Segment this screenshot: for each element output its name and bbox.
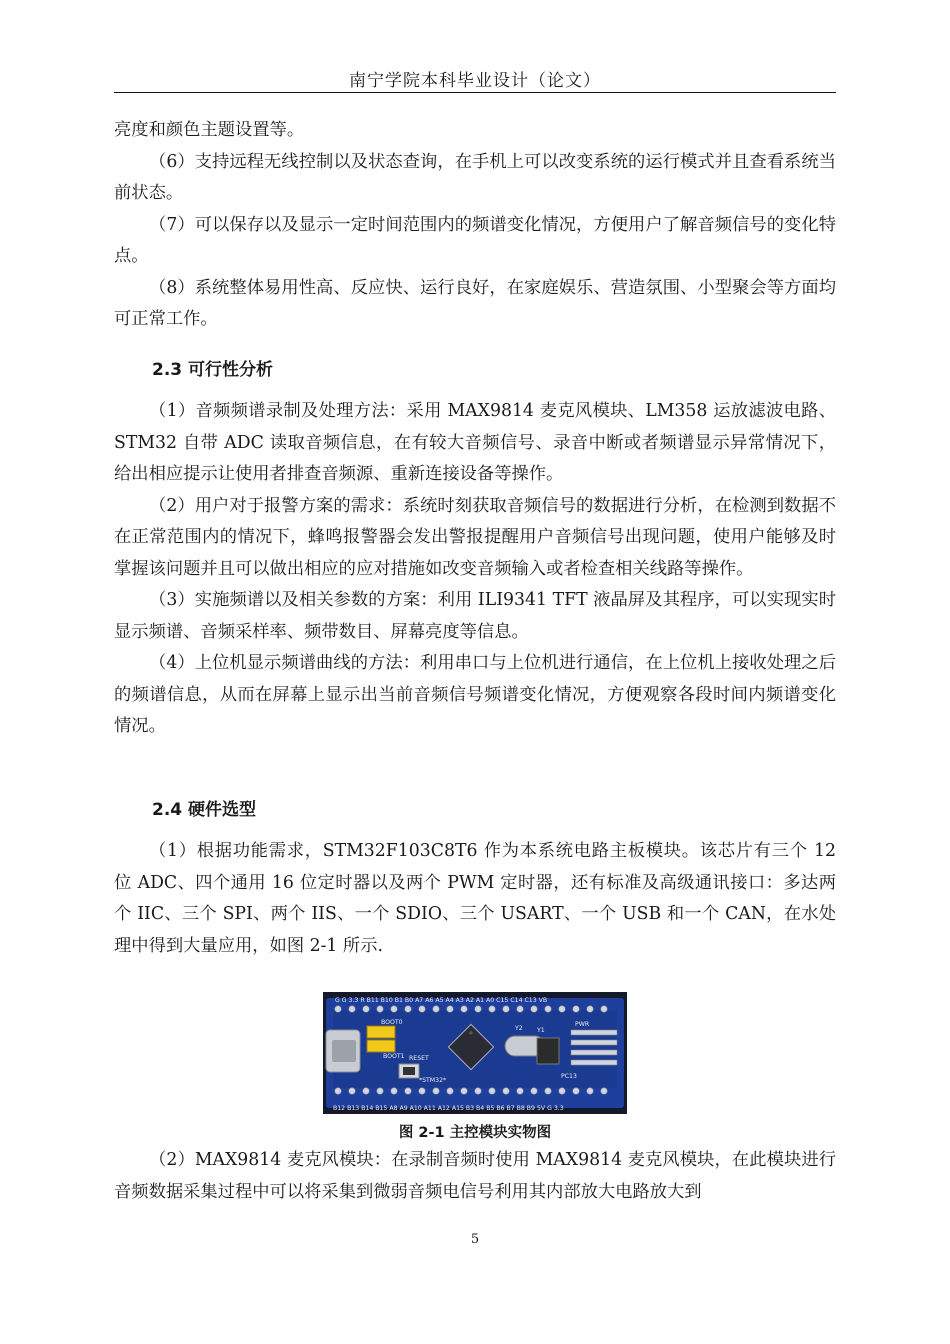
paragraph: （4）上位机显示频谱曲线的方法：利用串口与上位机进行通信，在上位机上接收处理之后的频谱信息，从而在屏幕上显示出当前音频信号频谱变化情况，方便观察各段时间内频谱变化情况。 (114, 653, 836, 736)
paragraph: （2）MAX9814 麦克风模块：在录制音频时使用 MAX9814 麦克风模块，在此模块进行音频数据采集过程中可以将采集到微弱音频电信号利用其内部放大电路放大到 (114, 1150, 836, 1202)
bottom-pin-labels: B12 B13 B14 B15 A8 A9 A10 A11 A12 A15 B3 B4 B5 B6 B7 B8 B9 5V G 3.3 (333, 1105, 564, 1112)
section-heading-2-3: 2.3 可行性分析 (152, 360, 274, 380)
paragraph: （7）可以保存以及显示一定时间范围内的频谱变化情况，方便用户了解音频信号的变化特点。 (114, 214, 836, 266)
header-rule (114, 92, 836, 93)
figure-caption: 图 2-1 主控模块实物图 (398, 1125, 552, 1141)
section-heading-2-4: 2.4 硬件选型 (152, 800, 257, 820)
paragraph: （3）实施频谱以及相关参数的方案：利用 ILI9341 TFT 液晶屏及其程序，可以实现实时显示频谱、音频采样率、频带数目、屏幕亮度等信息。 (114, 590, 836, 642)
top-pin-labels: G G 3.3 R B11 B10 B1 B0 A7 A6 A5 A4 A3 A2 A1 A0 C15 C14 C13 VB (335, 997, 548, 1004)
page-number: 5 (470, 1232, 480, 1247)
silk-y2: Y2 (515, 1025, 523, 1032)
paragraph: 亮度和颜色主题设置等。 (114, 120, 305, 140)
paragraph-block-requirements (114, 115, 836, 336)
stm32-board-photo (323, 992, 627, 1114)
paragraph: （2）用户对于报警方案的需求：系统时刻获取音频信号的数据进行分析，在检测到数据不在正常范围内的情况下，蜂鸣报警器会发出警报提醒用户音频信号出现问题，使用户能够及时掌握该问题并且可以做出相应的应对措施如改变音频输入或者检查相关线路等操作。 (114, 495, 836, 579)
silk-reset: RESET (409, 1055, 429, 1062)
silk-stm32: *STM32* (419, 1077, 447, 1084)
paragraph-block-feasibility (114, 396, 836, 743)
paragraph: （1）根据功能需求，STM32F103C8T6 作为本系统电路主板模块。该芯片有三个 12 位 ADC、四个通用 16 位定时器以及两个 PWM 定时器，还有标准及高级通讯接口：多达两个 IIC、三个 SPI、两个 IIS、一个 SDIO、三个 USART、一个 USB 和一个 CAN，在水处理中得到大量应用，如图 2-1 所示. (114, 841, 836, 956)
running-header: 南宁学院本科毕业设计（论文） (349, 71, 601, 91)
paragraph: （8）系统整体易用性高、反应快、运行良好，在家庭娱乐、营造氛围、小型聚会等方面均可正常工作。 (114, 277, 836, 329)
silk-y1: Y1 (537, 1027, 545, 1034)
silk-boot1: BOOT1 (383, 1053, 405, 1060)
paragraph: （1）音频频谱录制及处理方法：采用 MAX9814 麦克风模块、LM358 运放滤波电路、STM32 自带 ADC 读取音频信息，在有较大音频信号、录音中断或者频谱显示异常情况下，给出相应提示让使用者排查音频源、重新连接设备等操作。 (114, 401, 836, 484)
silk-pc13: PC13 (561, 1073, 577, 1080)
paragraph-block-max9814 (114, 1145, 836, 1208)
paragraph-block-hardware (114, 836, 836, 962)
paragraph: （6）支持远程无线控制以及状态查询，在手机上可以改变系统的运行模式并且查看系统当前状态。 (114, 151, 836, 203)
silk-boot0: BOOT0 (381, 1019, 403, 1026)
silk-pwr: PWR (575, 1021, 590, 1028)
